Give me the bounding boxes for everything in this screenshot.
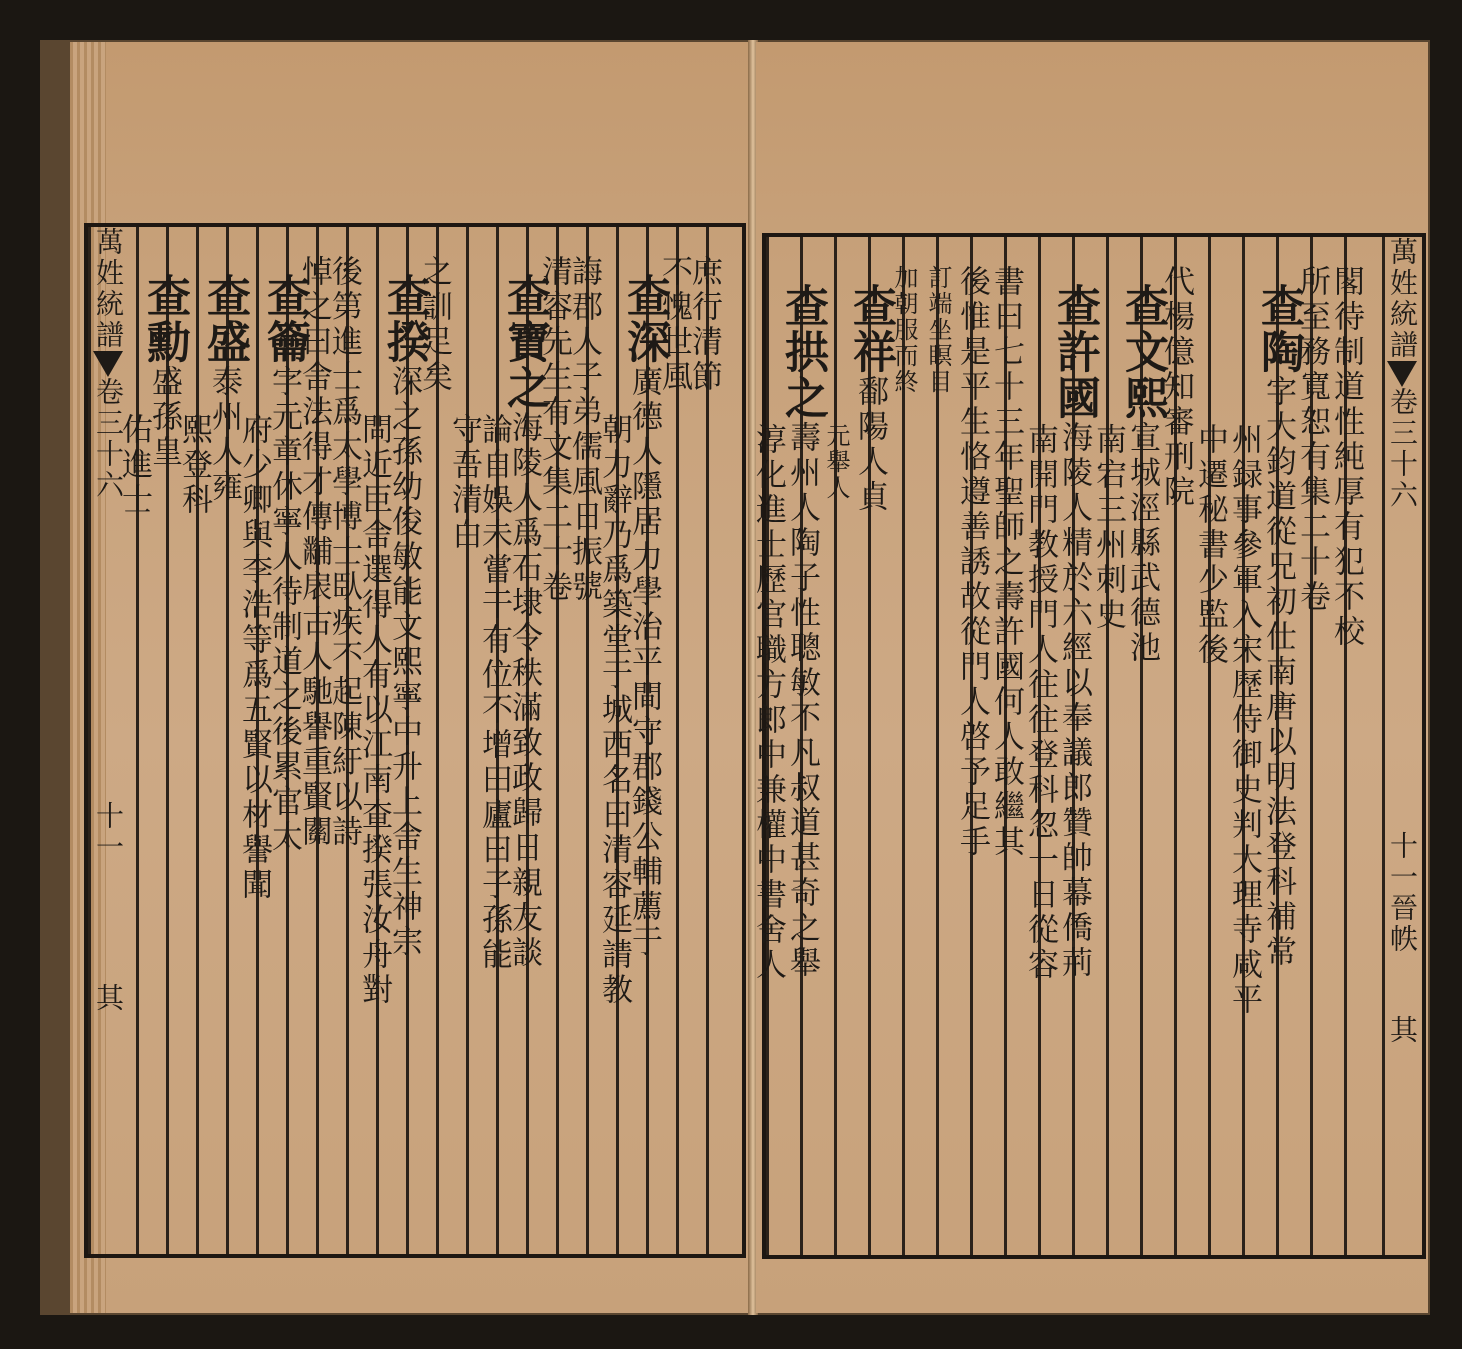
text-column bbox=[1226, 237, 1276, 1255]
right-text-frame bbox=[750, 233, 1426, 1259]
column-text: 不愧世風 bbox=[656, 255, 692, 395]
text-column bbox=[656, 227, 706, 1254]
banxin-leaf: 十一 bbox=[1386, 831, 1419, 893]
column-text: 海陵人精於六經以奉議郎贊帥幕僑荊 bbox=[1056, 421, 1092, 981]
banxin-volume: 卷三十六 bbox=[92, 377, 125, 501]
entry-column bbox=[1253, 237, 1310, 1255]
banxin-collation: 其 bbox=[92, 983, 125, 1014]
surname-entry-name: 查勳 bbox=[139, 273, 190, 365]
banxin-title: 萬姓統譜 bbox=[92, 227, 125, 351]
text-column bbox=[1192, 237, 1242, 1255]
text-column bbox=[446, 227, 496, 1254]
entry-column bbox=[379, 227, 436, 1254]
column-text: 所至務寬恕有集二十卷 bbox=[1294, 265, 1330, 615]
column-text: 字元章休寧人待制道之後累官太 bbox=[266, 365, 302, 855]
column-text: 訂端坐瞑目 bbox=[924, 265, 952, 395]
column-text: 庶行清節 bbox=[686, 255, 722, 395]
text-column bbox=[596, 227, 646, 1254]
text-column bbox=[988, 237, 1038, 1255]
surname-entry-name: 查文熙 bbox=[1117, 283, 1168, 421]
column-text: 鄱陽人貞 bbox=[852, 375, 888, 515]
surname-entry-name: 查籥 bbox=[259, 273, 310, 365]
surname-entry-name: 查寶之 bbox=[499, 273, 550, 411]
entry-column bbox=[259, 227, 316, 1254]
text-column bbox=[326, 227, 376, 1254]
column-text: 誨郡人子弟儒風日振號 bbox=[566, 255, 602, 605]
left-text-frame bbox=[84, 223, 746, 1258]
fish-tail-icon bbox=[93, 351, 123, 377]
banxin-volume: 卷三十六 bbox=[1386, 387, 1419, 511]
text-column bbox=[116, 227, 166, 1254]
column-text: 淳化進士歷官職方郎中兼權中書舍人 bbox=[750, 423, 786, 983]
banxin-right bbox=[1382, 237, 1422, 1255]
column-text: 佑進士 bbox=[116, 413, 152, 518]
text-column bbox=[822, 237, 868, 1255]
entry-column bbox=[777, 237, 834, 1255]
text-column bbox=[356, 227, 406, 1254]
column-text: 清容先生有文集二十卷 bbox=[536, 255, 572, 605]
column-text: 守吾清白 bbox=[446, 413, 482, 553]
surname-entry-name: 查祥 bbox=[845, 283, 896, 375]
surname-entry-name: 查盛 bbox=[199, 273, 250, 365]
column-text: 代楊億知審刑院 bbox=[1158, 265, 1194, 510]
column-text: 廣德人隱居力學治平間守郡錢公輔薦于 bbox=[626, 365, 662, 960]
column-text: 壽州人陶子性聰敏不凡叔道甚奇之舉 bbox=[784, 421, 820, 981]
column-text: 中遷秘書少監後 bbox=[1192, 423, 1228, 668]
column-text: 論自娛未嘗干有位不增田廬曰子孫能 bbox=[476, 413, 512, 973]
column-text: 後惟是平生恪遵善誘故從門人啓予足手 bbox=[954, 265, 990, 860]
entry-column bbox=[499, 227, 556, 1254]
fish-tail-icon bbox=[1387, 361, 1417, 387]
column-text: 問近臣舍選得人有以江南查揆張汝舟對 bbox=[356, 413, 392, 1008]
text-column bbox=[954, 237, 1004, 1255]
column-text: 南宕三州刺史 bbox=[1090, 423, 1126, 633]
text-column bbox=[1022, 237, 1072, 1255]
column-text: 府少卿與李浩等爲五賢以材譽聞 bbox=[236, 413, 272, 903]
text-column bbox=[1090, 237, 1140, 1255]
column-text: 之訓足矣 bbox=[416, 255, 452, 395]
surname-entry-name: 查許國 bbox=[1049, 283, 1100, 421]
text-column bbox=[416, 227, 466, 1254]
entry-column bbox=[1117, 237, 1174, 1255]
surname-entry-name: 查揆 bbox=[379, 273, 430, 365]
banxin-title: 萬姓統譜 bbox=[1386, 237, 1419, 361]
column-text: 州録事參軍入宋歷侍御史判大理寺咸平 bbox=[1226, 423, 1262, 1018]
column-text: 朝力辭乃爲築堂于城西名曰清容延請教 bbox=[596, 413, 632, 1008]
text-column bbox=[686, 227, 736, 1254]
column-text: 書曰七十三年聖師之壽許國何人敢繼其 bbox=[988, 265, 1024, 860]
column-text: 閣待制道性純厚有犯不校 bbox=[1328, 265, 1364, 650]
column-text: 盛孫皇 bbox=[146, 365, 182, 470]
column-text: 元舉人 bbox=[822, 423, 850, 501]
column-text: 後第進士爲太學博士臥疾不起陳紆以詩 bbox=[326, 255, 362, 850]
column-text: 海陵人爲石埭令秩滿致政歸日親友談 bbox=[506, 411, 542, 971]
entry-column bbox=[619, 227, 676, 1254]
surname-entry-name: 查拱之 bbox=[777, 283, 828, 421]
entry-column bbox=[199, 227, 256, 1254]
column-text: 泰州人雍 bbox=[206, 365, 242, 505]
text-column bbox=[890, 237, 936, 1255]
banxin-section: 晉帙 bbox=[1386, 893, 1419, 955]
entry-column bbox=[1049, 237, 1106, 1255]
column-text: 加朝服而終 bbox=[890, 265, 918, 395]
banxin-collation: 其 bbox=[1386, 1015, 1419, 1046]
entry-column bbox=[139, 227, 196, 1254]
entry-column bbox=[845, 237, 902, 1255]
book-spread bbox=[40, 40, 1430, 1315]
text-column bbox=[1158, 237, 1208, 1255]
column-text: 深之孫幼俊敏能文熙寧中升上舍生神宗 bbox=[386, 365, 422, 960]
text-column bbox=[536, 227, 586, 1254]
column-text: 南開門教授門人往往登科忽一日從容 bbox=[1022, 423, 1058, 983]
column-text: 悼之曰舍法得才傳黼扆古人馳譽重賢關 bbox=[296, 255, 332, 850]
text-column bbox=[1294, 237, 1344, 1255]
text-column bbox=[236, 227, 286, 1254]
text-column bbox=[750, 237, 800, 1255]
text-column bbox=[296, 227, 346, 1254]
banxin-leaf: 十一 bbox=[92, 801, 125, 863]
column-text: 字大鈞道從兄初仕南唐以明法登科補常 bbox=[1260, 375, 1296, 970]
text-column bbox=[566, 227, 616, 1254]
column-text: 宣城涇縣武德池 bbox=[1124, 421, 1160, 666]
text-column bbox=[176, 227, 226, 1254]
text-column bbox=[1328, 237, 1378, 1255]
column-text: 熙登科 bbox=[176, 413, 212, 518]
surname-entry-name: 查深 bbox=[619, 273, 670, 365]
text-column bbox=[476, 227, 526, 1254]
surname-entry-name: 查陶 bbox=[1253, 283, 1304, 375]
text-column bbox=[924, 237, 970, 1255]
